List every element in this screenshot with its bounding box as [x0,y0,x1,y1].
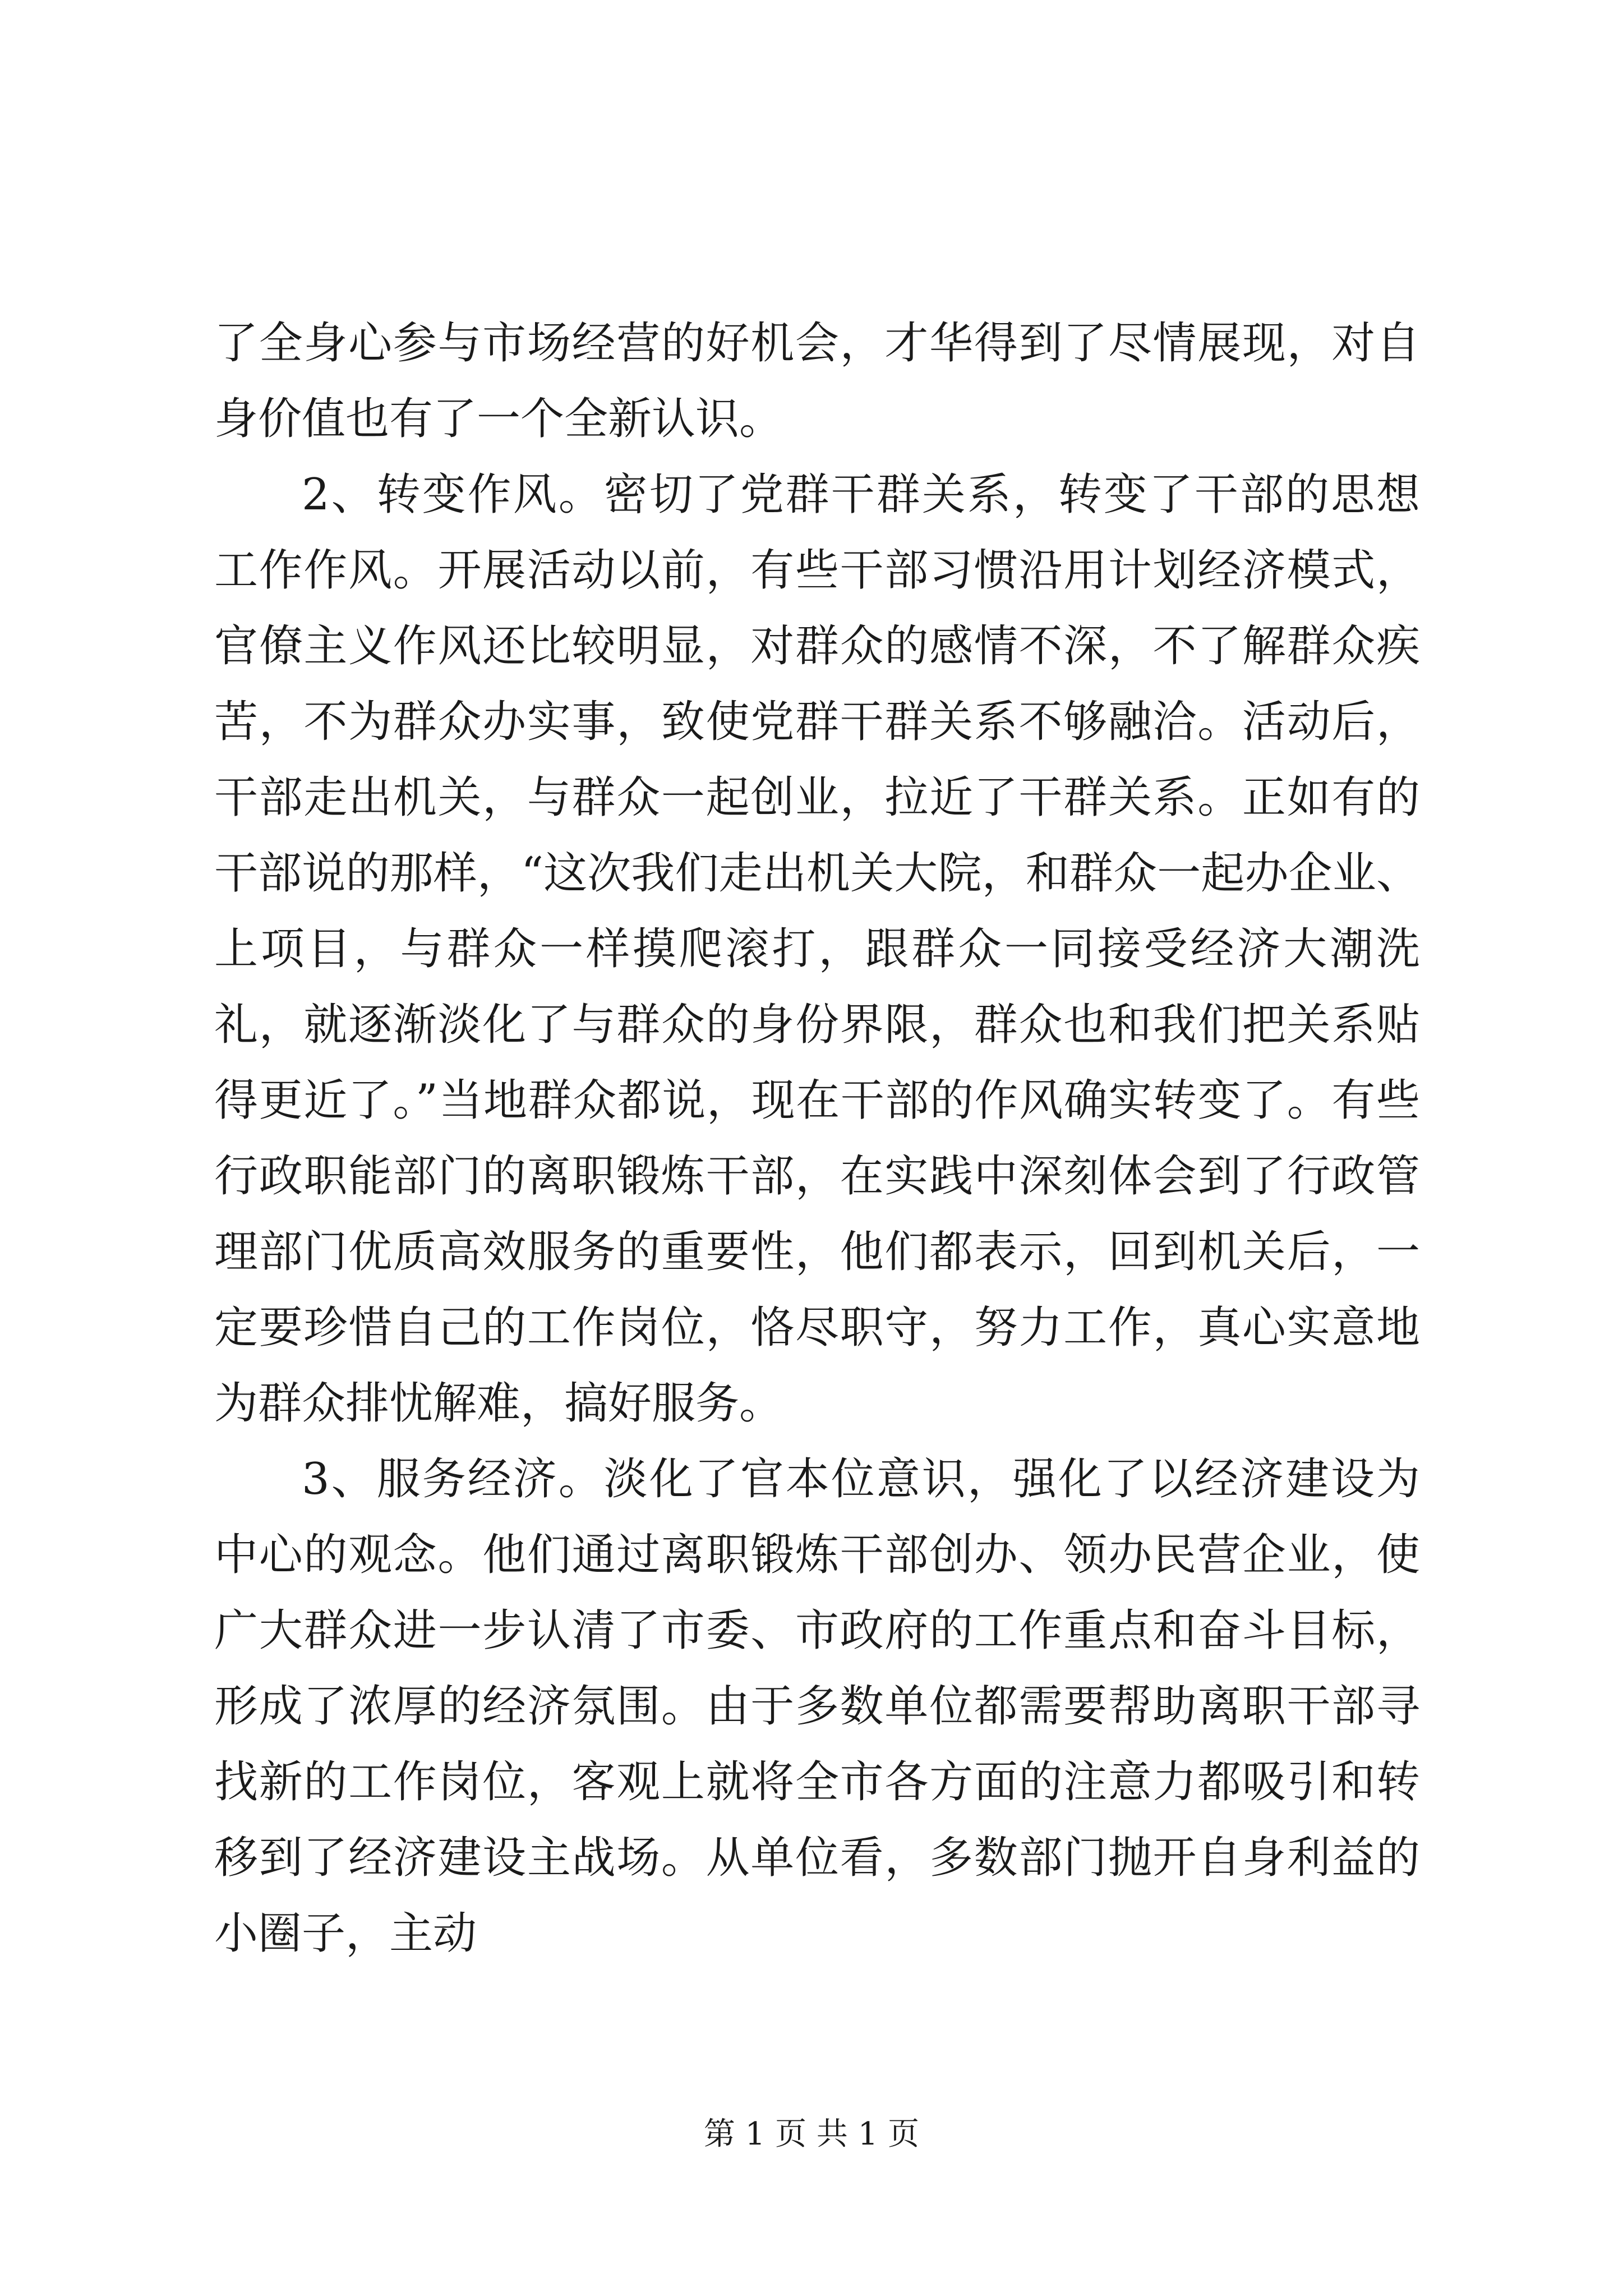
document-body [214,306,1420,1972]
page-footer: 第 1 页 共 1 页 [703,2116,920,2152]
paragraph-2: 2、转变作风。密切了党群干群关系，转变了干部的思想工作作风。开展活动以前，有些干部习惯沿用计划经济模式，官僚主义作风还比较明显，对群众的感情不深，不了解群众疾苦，不为群众办实事，致使党群干群关系不够融洽。活动后，干部走出机关，与群众一起创业，拉近了干群关系。正如有的干部说的那样，“这次我们走出机关大院，和群众一起办企业、上项目，与群众一样摸爬滚打，跟群众一同接受经济大潮洗礼，就逐渐淡化了与群众的身份界限，群众也和我们把关系贴得更近了。”当地群众都说，现在干部的作风确实转变了。有些行政职能部门的离职锻炼干部，在实践中深刻体会到了行政管理部门优质高效服务的重要性，他们都表示，回到机关后，一定要珍惜自己的工作岗位，恪尽职守，努力工作，真心实意地为群众排忧解难，搞好服务。 [214,470,1420,1429]
paragraph-1: 了全身心参与市场经营的好机会，才华得到了尽情展现，对自身价值也有了一个全新认识。 [214,318,1420,444]
paragraph-3: 3、服务经济。淡化了官本位意识，强化了以经济建设为中心的观念。他们通过离职锻炼干部创办、领办民营企业，使广大群众进一步认清了市委、市政府的工作重点和奋斗目标，形成了浓厚的经济氛围。由于多数单位都需要帮助离职干部寻找新的工作岗位，客观上就将全市各方面的注意力都吸引和转移到了经济建设主战场。从单位看，多数部门抛开自身利益的小圈子，主动 [214,1454,1420,1959]
